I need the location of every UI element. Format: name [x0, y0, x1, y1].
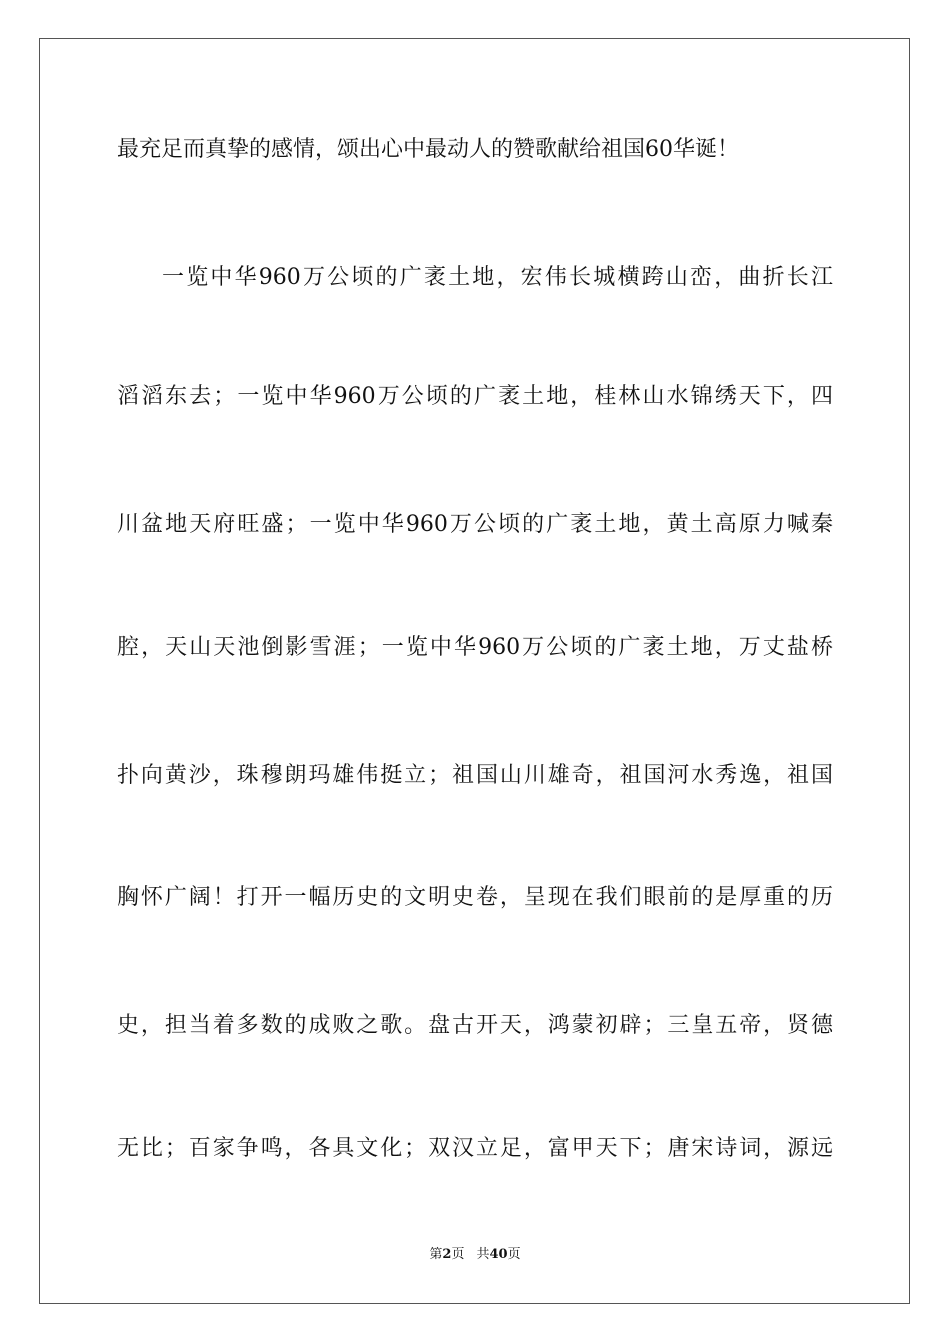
text-line-7: 胸怀广阔！打开一幅历史的文明史卷，呈现在我们眼前的是厚重的历	[117, 885, 833, 910]
text-line-6: 扑向黄沙，珠穆朗玛雄伟挺立；祖国山川雄奇，祖国河水秀逸，祖国	[117, 763, 833, 788]
text-line-8: 史，担当着多数的成败之歌。盘古开天，鸿蒙初辟；三皇五帝，贤德	[117, 1013, 833, 1038]
page-prefix: 第	[429, 1247, 443, 1262]
text-line-9: 无比；百家争鸣，各具文化；双汉立足，富甲天下；唐宋诗词，源远	[117, 1136, 833, 1161]
text-line-4: 川盆地天府旺盛；一览中华960万公顷的广袤土地，黄土高原力喊秦	[117, 512, 833, 537]
text-line-2: 一览中华960万公顷的广袤土地，宏伟长城横跨山峦，曲折长江	[162, 265, 833, 290]
page-footer	[0, 1246, 950, 1264]
text-line-5: 腔，天山天池倒影雪涯；一览中华960万公顷的广袤土地，万丈盐桥	[117, 635, 833, 660]
total-suffix: 页	[507, 1247, 521, 1262]
page-suffix: 页	[451, 1247, 465, 1262]
page-border	[39, 38, 910, 1304]
text-line-3: 滔滔东去；一览中华960万公顷的广袤土地，桂林山水锦绣天下，四	[117, 384, 833, 409]
total-prefix: 共	[476, 1247, 490, 1262]
page-total: 40	[489, 1247, 508, 1262]
text-line-1: 最充足而真挚的感情，颂出心中最动人的赞歌献给祖国60华诞！	[117, 137, 739, 162]
page-current: 2	[442, 1247, 452, 1262]
